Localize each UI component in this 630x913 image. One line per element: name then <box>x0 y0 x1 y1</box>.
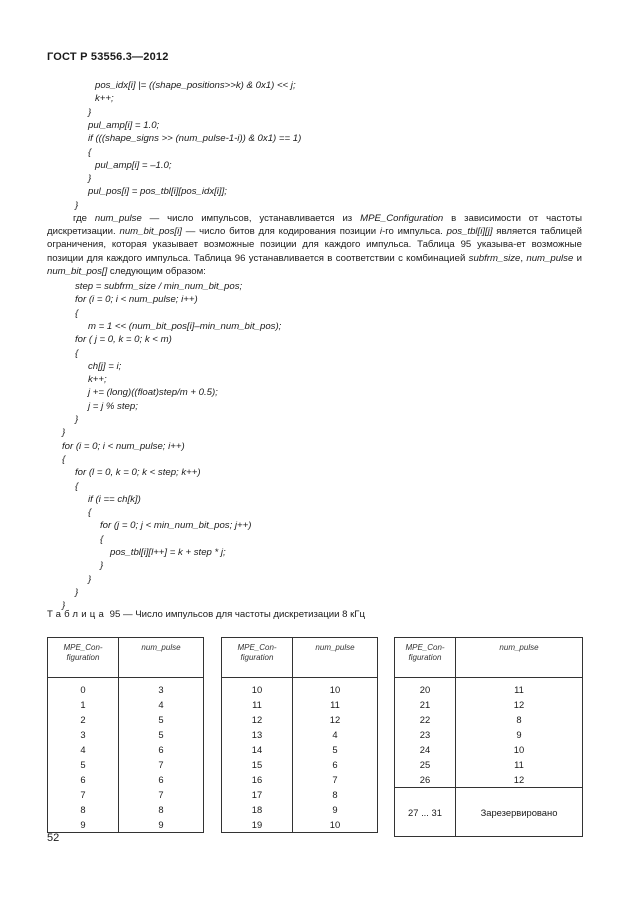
code-line: } <box>88 106 92 118</box>
column-header-num-pulse: num_pulse <box>119 638 204 678</box>
cell-configuration: 19 <box>222 817 293 833</box>
table-row <box>395 697 583 712</box>
cell-num-pulse: 8 <box>119 802 204 817</box>
table-row <box>395 742 583 757</box>
table-row <box>222 757 378 772</box>
cell-configuration: 15 <box>222 757 293 772</box>
cell-num-pulse: 5 <box>293 742 378 757</box>
cell-configuration: 18 <box>222 802 293 817</box>
cell-reserved-label: Зарезервировано <box>456 788 583 837</box>
code-line: { <box>88 146 92 158</box>
cell-num-pulse: 11 <box>456 757 583 772</box>
column-header-mpe-configuration: MPE_Con- figuration <box>48 638 119 678</box>
code-line: { <box>75 480 79 492</box>
code-line: for ( j = 0, k = 0; k < m) <box>75 334 172 346</box>
code-line: } <box>75 586 79 598</box>
table-row <box>48 697 204 712</box>
table-row <box>222 727 378 742</box>
table-row <box>48 757 204 772</box>
column-header-num-pulse: num_pulse <box>293 638 378 678</box>
code-line: } <box>75 199 79 211</box>
table-row <box>222 787 378 802</box>
table-row <box>222 802 378 817</box>
cell-num-pulse: 11 <box>293 697 378 712</box>
cell-configuration: 1 <box>48 697 119 712</box>
table-row <box>395 772 583 788</box>
code-line: { <box>100 533 104 545</box>
code-line: pul_pos[i] = pos_tbl[i][pos_idx[i]]; <box>88 186 227 198</box>
cell-num-pulse: 6 <box>293 757 378 772</box>
code-line: k++; <box>88 374 107 386</box>
code-line: { <box>75 307 79 319</box>
cell-num-pulse: 10 <box>456 742 583 757</box>
cell-num-pulse: 7 <box>119 757 204 772</box>
cell-num-pulse: 4 <box>293 727 378 742</box>
cell-configuration: 13 <box>222 727 293 742</box>
cell-configuration: 2 <box>48 712 119 727</box>
code-line: pul_amp[i] = 1.0; <box>88 119 160 131</box>
cell-num-pulse: 8 <box>456 712 583 727</box>
cell-configuration: 23 <box>395 727 456 742</box>
code-line: for (l = 0, k = 0; k < step; k++) <box>75 467 201 479</box>
table-row <box>48 727 204 742</box>
cell-num-pulse: 9 <box>293 802 378 817</box>
table-row <box>395 678 583 698</box>
column-header-num-pulse: num_pulse <box>456 638 583 678</box>
cell-num-pulse: 5 <box>119 712 204 727</box>
code-line: for (j = 0; j < min_num_bit_pos; j++) <box>100 520 252 532</box>
cell-num-pulse: 7 <box>119 787 204 802</box>
cell-configuration: 4 <box>48 742 119 757</box>
cell-configuration: 12 <box>222 712 293 727</box>
code-line: k++; <box>95 93 114 105</box>
code-line: } <box>62 600 66 612</box>
code-line: j += (long)((float)step/m + 0.5); <box>88 387 218 399</box>
code-line: } <box>62 427 66 439</box>
code-line: j = j % step; <box>88 400 138 412</box>
table-block-3 <box>394 637 583 837</box>
cell-configuration: 0 <box>48 678 119 698</box>
cell-configuration: 22 <box>395 712 456 727</box>
cell-num-pulse: 8 <box>293 787 378 802</box>
table-row <box>48 742 204 757</box>
table-row <box>395 712 583 727</box>
code-line: } <box>88 573 92 585</box>
cell-num-pulse: 12 <box>456 697 583 712</box>
table-row-reserved <box>395 788 583 837</box>
table-row <box>222 772 378 787</box>
code-line: pos_tbl[i][l++] = k + step * j; <box>110 547 226 558</box>
cell-num-pulse: 9 <box>456 727 583 742</box>
code-line: } <box>100 560 104 572</box>
code-line: if (((shape_signs >> (num_pulse-1-i)) & 0x1) == 1) <box>88 133 302 145</box>
table-block-2 <box>221 637 378 833</box>
cell-num-pulse: 9 <box>119 817 204 833</box>
cell-configuration: 10 <box>222 678 293 698</box>
code-line: { <box>88 507 92 519</box>
cell-reserved-range: 27 ... 31 <box>395 788 456 837</box>
code-line: { <box>62 453 66 465</box>
cell-num-pulse: 4 <box>119 697 204 712</box>
cell-num-pulse: 3 <box>119 678 204 698</box>
table-caption: Таблица 95 — Число импульсов для частоты дискретизации 8 кГц <box>47 609 365 620</box>
cell-configuration: 21 <box>395 697 456 712</box>
cell-configuration: 26 <box>395 772 456 788</box>
cell-configuration: 3 <box>48 727 119 742</box>
cell-num-pulse: 7 <box>293 772 378 787</box>
cell-configuration: 17 <box>222 787 293 802</box>
cell-num-pulse: 10 <box>293 678 378 698</box>
table-row <box>48 802 204 817</box>
table-row <box>395 727 583 742</box>
code-line: ch[j] = i; <box>88 360 122 372</box>
cell-num-pulse: 6 <box>119 772 204 787</box>
cell-configuration: 20 <box>395 678 456 698</box>
column-header-mpe-configuration: MPE_Con- figuration <box>395 638 456 678</box>
table-row <box>48 817 204 833</box>
cell-num-pulse: 10 <box>293 817 378 833</box>
table-row <box>48 712 204 727</box>
code-line: pul_amp[i] = –1.0; <box>95 159 172 171</box>
table-row <box>222 817 378 833</box>
column-header-mpe-configuration: MPE_Con- figuration <box>222 638 293 678</box>
cell-configuration: 11 <box>222 697 293 712</box>
cell-num-pulse: 11 <box>456 678 583 698</box>
cell-num-pulse: 12 <box>456 772 583 788</box>
code-line: for (i = 0; i < num_pulse; i++) <box>75 294 198 306</box>
table-row <box>48 787 204 802</box>
cell-configuration: 9 <box>48 817 119 833</box>
cell-configuration: 7 <box>48 787 119 802</box>
table-row <box>395 757 583 772</box>
page-number: 52 <box>47 832 60 844</box>
cell-num-pulse: 6 <box>119 742 204 757</box>
table-row <box>222 742 378 757</box>
table-row <box>222 697 378 712</box>
code-line: if (i == ch[k]) <box>88 493 141 505</box>
code-line: pos_idx[i] |= ((shape_positions>>k) & 0x1) << j; <box>95 80 296 91</box>
cell-configuration: 25 <box>395 757 456 772</box>
code-line: } <box>88 173 92 185</box>
table-row <box>48 772 204 787</box>
cell-num-pulse: 12 <box>293 712 378 727</box>
description-paragraph: где num_pulse — число импульсов, устанавливается из MPE_Configuration в зависимости от частоты дискретизации. num_bit_pos[i] — число битов для кодирования позиции i-го импульса. pos_tbl[i][j] является таблицей ограничения, которая указывает возможные позиции для каждого импульса. Таблица 95 указыва-ет возможные позиции для каждого импульса. Таблица 96 устанавливается в соответствии с комбинацией subfrm_size, num_pulse и num_bit_pos[] следующим образом: <box>47 213 583 277</box>
code-line: m = 1 << (num_bit_pos[i]–min_num_bit_pos); <box>88 320 282 332</box>
cell-num-pulse: 5 <box>119 727 204 742</box>
cell-configuration: 8 <box>48 802 119 817</box>
table-row <box>222 678 378 698</box>
table-row <box>48 678 204 698</box>
document-header: ГОСТ Р 53556.3—2012 <box>47 51 169 63</box>
code-line: } <box>75 414 79 425</box>
cell-configuration: 24 <box>395 742 456 757</box>
cell-configuration: 16 <box>222 772 293 787</box>
cell-configuration: 14 <box>222 742 293 757</box>
code-line: step = subfrm_size / min_num_bit_pos; <box>75 281 243 292</box>
table-block-1 <box>47 637 204 833</box>
cell-configuration: 5 <box>48 757 119 772</box>
code-line: for (i = 0; i < num_pulse; i++) <box>62 440 185 452</box>
cell-configuration: 6 <box>48 772 119 787</box>
table-row <box>222 712 378 727</box>
code-line: { <box>75 347 79 359</box>
